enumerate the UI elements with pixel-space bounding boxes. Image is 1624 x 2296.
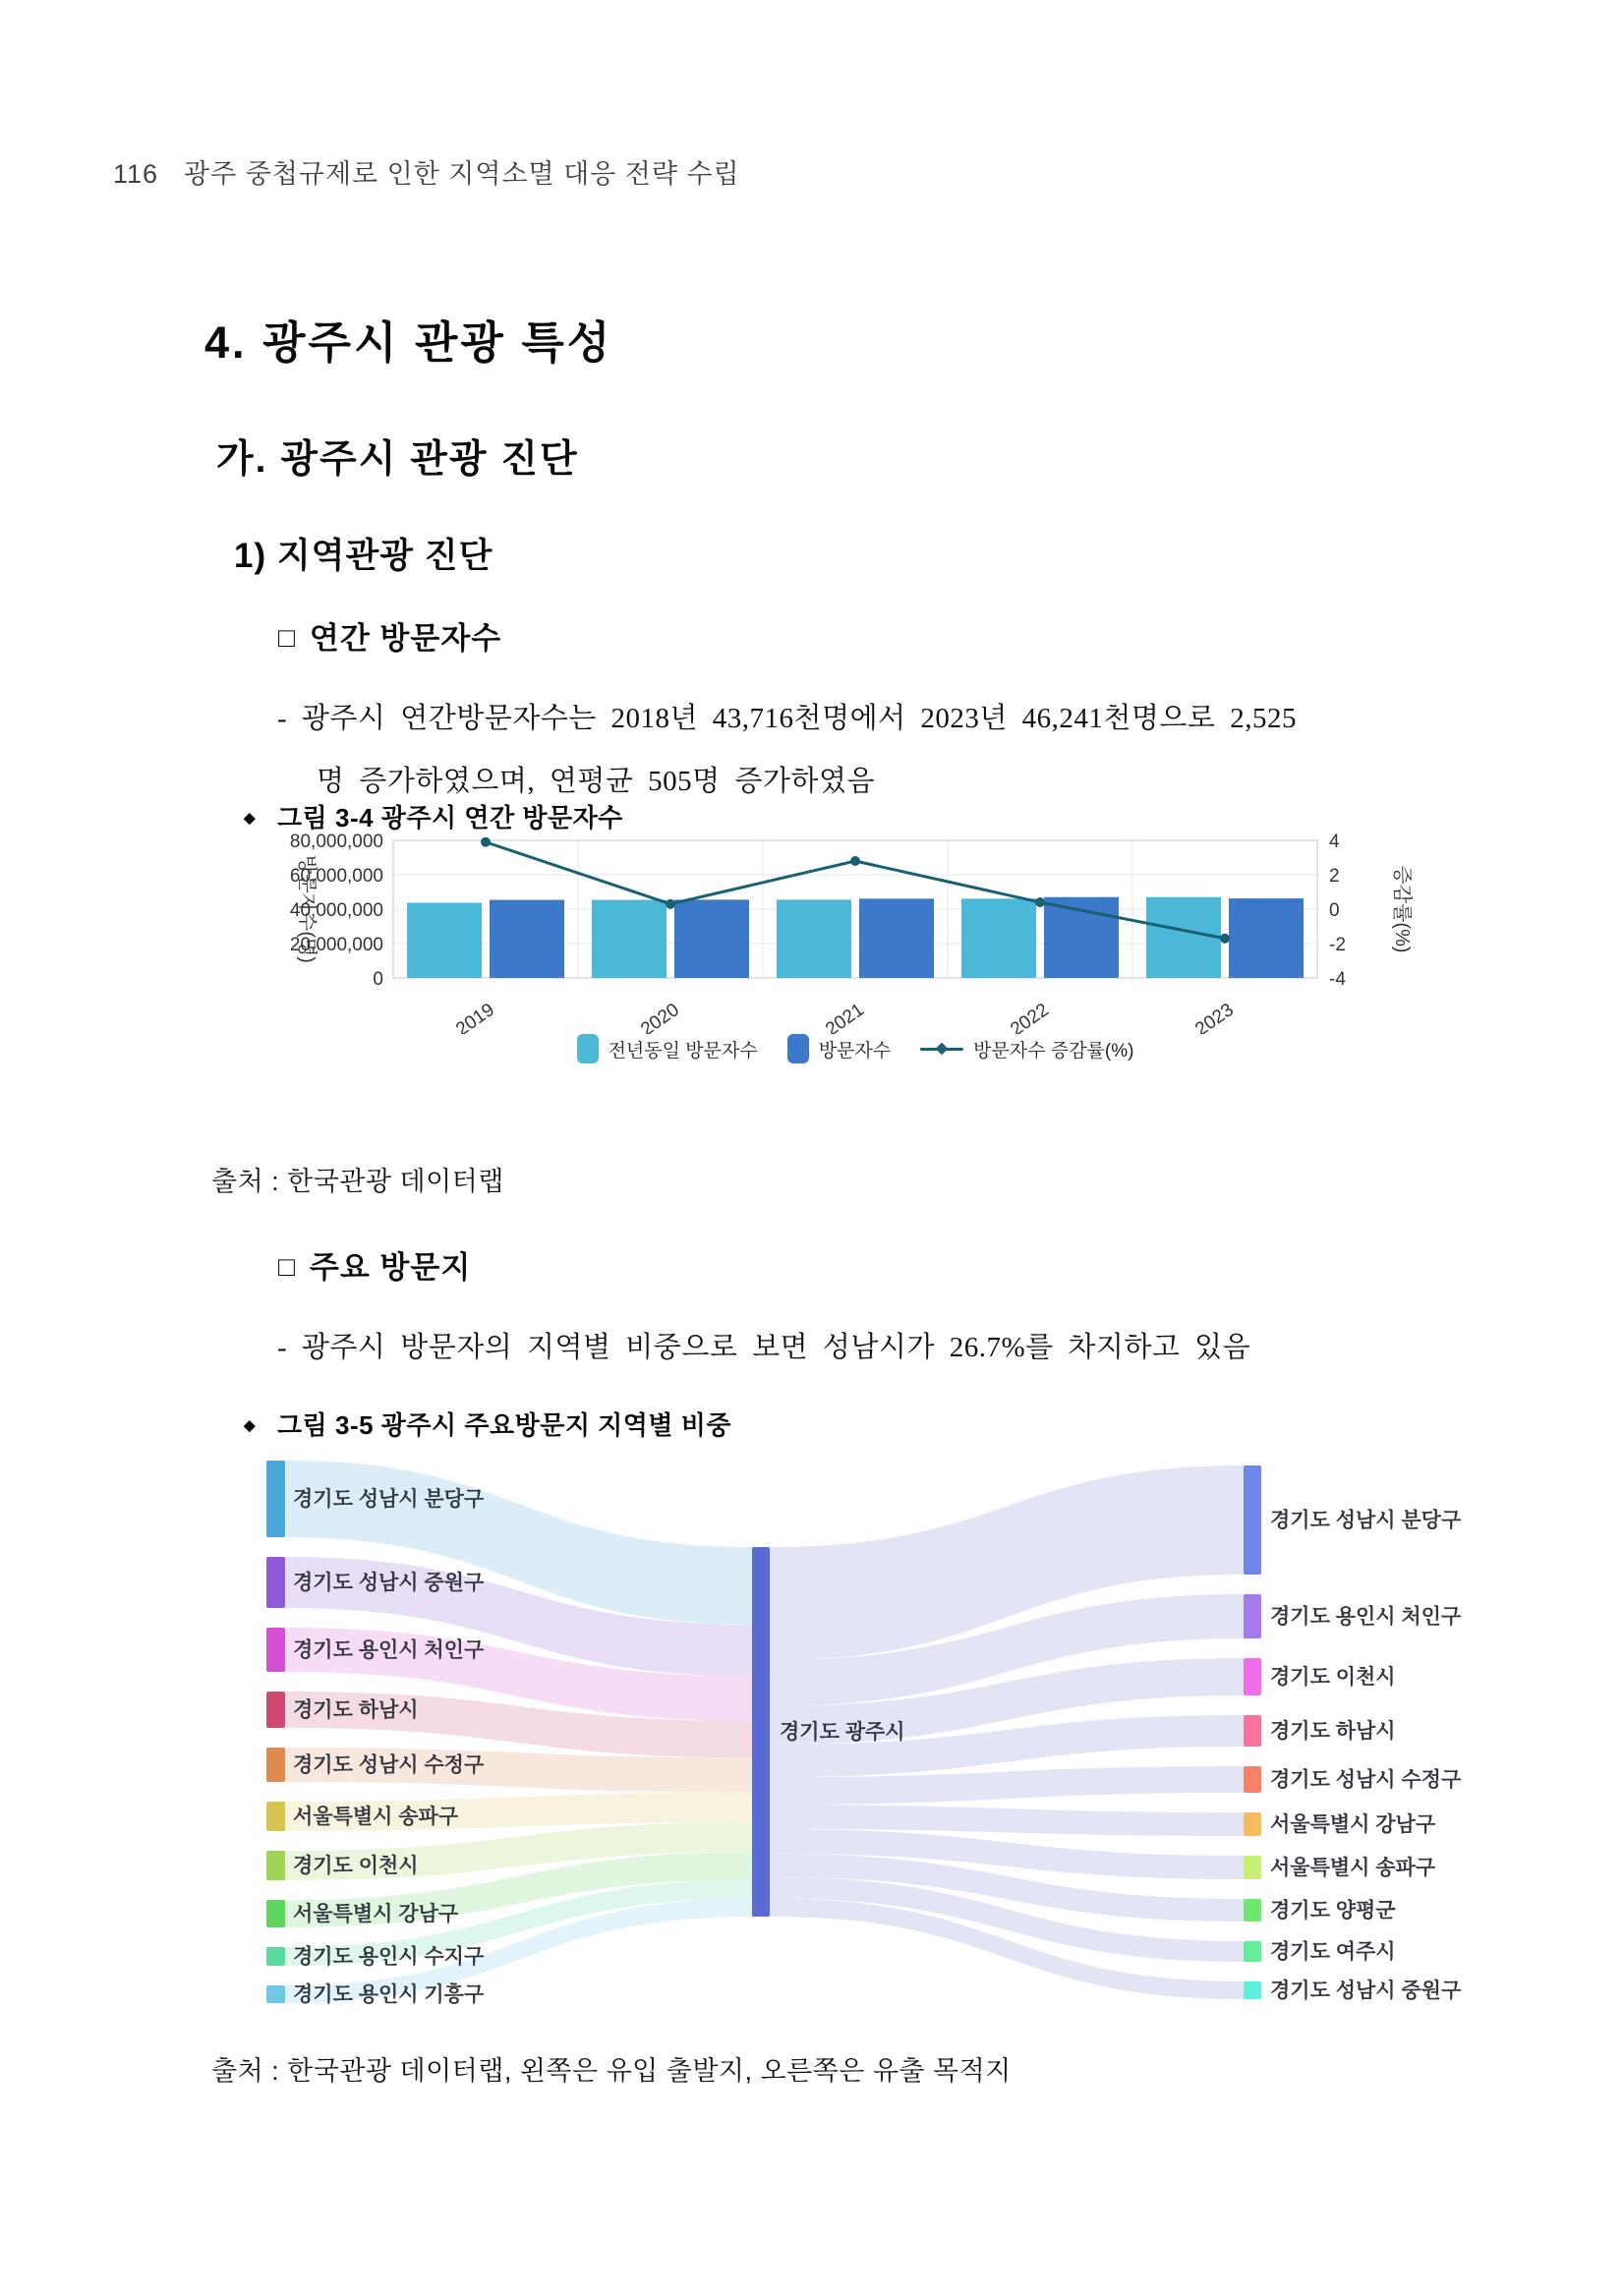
center-node-label: 경기도 광주시 — [780, 1721, 905, 1744]
outflow-node-경기도 성남시 분당구 — [1244, 1465, 1261, 1575]
inflow-node-경기도 용인시 기흥구 — [266, 1985, 285, 2003]
square-bullet-icon: □ — [278, 622, 296, 653]
heading-level2: 가. 광주시 관광 진단 — [216, 438, 579, 481]
right-axis-tick: -2 — [1329, 935, 1346, 955]
left-axis-tick: 80,000,000 — [289, 832, 383, 852]
right-axis-tick: 0 — [1329, 900, 1340, 921]
x-axis-label-2021: 2021 — [822, 999, 868, 1034]
growth-rate-marker-2020 — [666, 899, 675, 909]
growth-rate-marker-2021 — [850, 856, 860, 866]
x-axis-label-2020: 2020 — [637, 999, 683, 1034]
inflow-node-경기도 이천시 — [266, 1851, 285, 1880]
section2-bullet-line1: - 광주시 방문자의 지역별 비중으로 보면 성남시가 26.7%를 차지하고 있음 — [277, 1332, 1251, 1363]
growth-rate-marker-2022 — [1035, 897, 1045, 907]
visitor-chart-svg — [265, 826, 1445, 1034]
section2-title — [278, 1242, 471, 1287]
left-axis-title: 방문자수(명) — [296, 855, 318, 963]
outflow-label: 경기도 양평군 — [1270, 1899, 1396, 1923]
left-axis-tick: 60,000,000 — [289, 866, 383, 887]
page-header-title: 광주 중첩규제로 인한 지역소멸 대응 전략 수립 — [184, 159, 740, 189]
outflow-node-경기도 성남시 중원구 — [1244, 1981, 1261, 1999]
legend-label-prev-year: 전년동일 방문자수 — [608, 1040, 758, 1062]
outflow-label: 경기도 성남시 수정구 — [1270, 1768, 1462, 1792]
right-axis-tick: 4 — [1329, 832, 1340, 852]
outflow-label: 경기도 용인시 처인구 — [1270, 1605, 1462, 1629]
section1-bullet-line2: 명 증가하였으며, 연평균 505명 증가하였음 — [317, 766, 875, 797]
inflow-node-경기도 용인시 처인구 — [266, 1628, 285, 1672]
section1-bullet-line1: - 광주시 연간방문자수는 2018년 43,716천명에서 2023년 46,241천명으로 2,525 — [277, 703, 1297, 734]
outflow-node-경기도 여주시 — [1244, 1941, 1261, 1962]
growth-rate-marker-icon — [936, 1043, 949, 1056]
sankey-svg — [167, 1445, 1475, 2025]
growth-rate-marker-2023 — [1220, 934, 1230, 944]
outflow-node-서울특별시 송파구 — [1244, 1856, 1261, 1879]
outflow-label: 경기도 하남시 — [1270, 1720, 1396, 1743]
prev-year-swatch-icon — [577, 1034, 599, 1063]
diamond-bullet-icon: ◆ — [244, 810, 257, 827]
bar-prev-year-2020 — [592, 900, 667, 978]
page-number: 116 — [113, 159, 159, 189]
heading-level3: 1) 지역관광 진단 — [234, 537, 493, 575]
heading-level1: 4. 광주시 관광 특성 — [204, 317, 613, 368]
outflow-label: 서울특별시 송파구 — [1270, 1857, 1436, 1879]
inflow-label: 경기도 성남시 수정구 — [293, 1753, 485, 1777]
inflow-label: 경기도 용인시 기흥구 — [293, 1983, 485, 2006]
inflow-label: 서울특별시 강남구 — [293, 1903, 459, 1925]
sankey-chart — [167, 1445, 1475, 2025]
left-axis-tick: 0 — [373, 969, 383, 990]
visitor-chart — [265, 826, 1445, 1032]
inflow-node-서울특별시 강남구 — [266, 1900, 285, 1927]
figure2-caption — [244, 1406, 731, 1442]
outflow-node-서울특별시 강남구 — [1244, 1812, 1261, 1836]
outflow-node-경기도 용인시 처인구 — [1244, 1594, 1261, 1638]
outflow-label: 경기도 성남시 분당구 — [1270, 1509, 1462, 1532]
inflow-label: 경기도 하남시 — [293, 1698, 419, 1722]
outflow-node-경기도 성남시 수정구 — [1244, 1766, 1261, 1793]
inflow-node-경기도 용인시 수지구 — [266, 1947, 285, 1966]
inflow-node-서울특별시 송파구 — [266, 1802, 285, 1831]
left-axis-tick: 20,000,000 — [289, 935, 383, 955]
growth-rate-line-icon — [920, 1048, 963, 1051]
legend-item-growth-rate — [920, 1036, 1133, 1062]
legend-item-visitors — [787, 1034, 891, 1063]
bar-visitors-2020 — [674, 899, 749, 978]
inflow-label: 경기도 이천시 — [293, 1855, 419, 1877]
x-axis-label-2022: 2022 — [1007, 999, 1053, 1034]
legend-label-visitors: 방문자수 — [818, 1040, 892, 1062]
outflow-label: 경기도 성남시 중원구 — [1270, 1980, 1462, 2002]
outflow-label: 경기도 이천시 — [1270, 1666, 1396, 1689]
bar-prev-year-2023 — [1146, 897, 1221, 978]
square-bullet-icon: □ — [278, 1251, 296, 1282]
inflow-label: 경기도 성남시 분당구 — [293, 1488, 485, 1511]
visitors-swatch-icon — [787, 1034, 809, 1063]
bar-visitors-2019 — [490, 900, 564, 978]
inflow-label: 경기도 용인시 수지구 — [293, 1945, 485, 1969]
legend-item-prev-year — [577, 1034, 758, 1063]
inflow-node-경기도 성남시 중원구 — [266, 1557, 285, 1608]
visitor-chart-legend — [265, 1034, 1445, 1063]
inflow-node-경기도 하남시 — [266, 1692, 285, 1728]
inflow-node-경기도 성남시 수정구 — [266, 1748, 285, 1782]
figure1-source: 출처 : 한국관광 데이터랩 — [211, 1167, 504, 1196]
outflow-label: 서울특별시 강남구 — [1270, 1813, 1436, 1836]
inflow-label: 경기도 용인시 처인구 — [293, 1638, 485, 1662]
page-header — [113, 152, 740, 191]
inflow-label: 서울특별시 송파구 — [293, 1806, 459, 1828]
figure2-caption-label: 그림 3-5 광주시 주요방문지 지역별 비중 — [277, 1410, 731, 1440]
x-axis-labels — [452, 1000, 1238, 1034]
outflow-node-경기도 이천시 — [1244, 1658, 1261, 1695]
bar-visitors-2023 — [1229, 898, 1304, 978]
bar-visitors-2021 — [859, 898, 934, 978]
x-axis-label-2023: 2023 — [1191, 999, 1238, 1034]
figure1-caption-label: 그림 3-4 광주시 연간 방문자수 — [277, 803, 623, 832]
right-axis-tick: -4 — [1329, 969, 1346, 990]
bar-prev-year-2022 — [961, 898, 1036, 978]
diamond-bullet-icon: ◆ — [244, 1417, 257, 1434]
inflow-label: 경기도 성남시 중원구 — [293, 1572, 485, 1594]
left-axis-tick: 40,000,000 — [289, 900, 383, 921]
outflow-node-경기도 양평군 — [1244, 1899, 1261, 1922]
inflow-node-경기도 성남시 분당구 — [266, 1461, 285, 1537]
bar-prev-year-2021 — [777, 899, 851, 978]
bar-prev-year-2019 — [407, 902, 482, 978]
outflow-node-경기도 하남시 — [1244, 1715, 1261, 1747]
outflow-label: 경기도 여주시 — [1270, 1940, 1396, 1964]
legend-label-growth-rate: 방문자수 증감률(%) — [973, 1040, 1134, 1062]
right-axis-title: 증감률(%) — [1391, 865, 1413, 953]
section1-title-label: 연간 방문자수 — [309, 621, 502, 656]
section1-title — [278, 613, 501, 658]
figure2-source: 출처 : 한국관광 데이터랩, 왼쪽은 유입 출발지, 오른쪽은 유출 목적지 — [211, 2056, 1012, 2086]
right-axis-tick: 2 — [1329, 866, 1340, 887]
center-node-경기도 광주시 — [752, 1547, 770, 1917]
growth-rate-marker-2019 — [481, 837, 491, 847]
x-axis-label-2019: 2019 — [452, 999, 498, 1034]
section2-title-label: 주요 방문지 — [309, 1250, 472, 1285]
